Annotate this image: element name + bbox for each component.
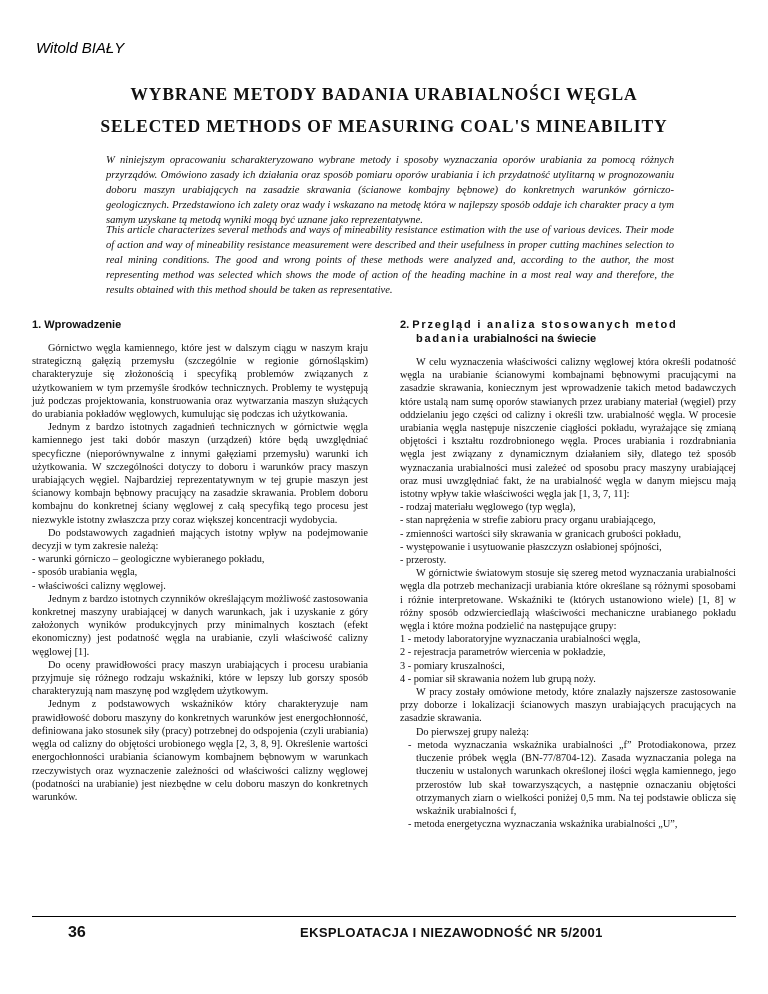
factor-list [32,553,368,593]
paragraph: Do podstawowych zagadnień mających istotny wpływ na podejmowanie decyzji w tym zakresie należą: [32,527,368,553]
title-polish: WYBRANE METODY BADANIA URABIALNOŚCI WĘGLA [130,84,638,104]
page-number: 36 [68,924,86,941]
first-group-list [400,739,736,831]
method-group-list [400,633,736,686]
list-item: - warunki górniczo – geologiczne wybieranego pokładu, [32,554,265,566]
abstract-english: This article characterizes several methods and ways of mineability resistance estimation with the use of various devices. Their mode of action and way of mineability resistance measurement were described and their usefulness in proper cutting machines selection to real mining conditions. The good and wrong points of these methods were analyzed and, according to the author, the most representing method was selected which shows the mode of action of the heading machine in a most real way and therefore, the results obtained with this method should be taken as representative. [106,225,674,296]
list-item: 1 - metody laboratoryjne wyznaczania urabialności węgla, [400,634,641,646]
list-item: - rodzaj materiału węglowego (typ węgla), [400,502,576,514]
list-item: - zmienności wartości siły skrawania w granicach grubości pokładu, [400,528,682,540]
list-item: 4 - pomiar sił skrawania nożem lub grupą noży. [400,673,596,685]
list-item: 3 - pomiary kruszalności, [400,660,505,672]
left-column [32,318,368,804]
list-item: - metoda wyznaczania wskaźnika urabialności „f” Protodiakonowa, przez tłuczenie próbek węgla (BN-77/8704-12). Zasada wyznaczania polega na tłuczeniu w ustalonych warunkach określonej ilości węgla kamiennego, jego przerostów lub skał towarzyszących, a następnie oznaczaniu objętości otrzymanych ziarn o wielkości poniżej 0,5 mm. Na tej podstawie oblicza się wskaźnik urabialności f, [408,739,736,817]
paragraph: W górnictwie światowym stosuje się szereg metod wyznaczania urabialności węgla dla potrzeb mechanizacji urabiania które określane są różnymi sposobami i różnie interpretowane. Wskaźniki te (których ustanowiono wiele) [1, 8] w różny sposób odzwierciedlają właściwości mechaniczne urabianego pokładu węgla i które można podzielić na następujące grupy: [400,568,736,633]
property-list [400,501,736,567]
heading-text-spaced: Przegląd i analiza stosowanych metod badania [412,319,678,345]
paragraph: W pracy zostały omówione metody, które znalazły najszersze zastosowanie przy doborze i lokalizacji ścianowych maszyn urabiających pracujących na zasadzie skrawania. [400,687,736,725]
journal-name: EKSPLOATACJA I NIEZAWODNOŚĆ NR 5/2001 [300,925,603,940]
abstract-polish: W niniejszym opracowaniu scharakteryzowano wybrane metody i sposoby wyznaczania oporów urabiania za pomocą różnych przyrządów. Omówiono zasady ich działania oraz sposób pomiaru oporów urabiania i ich przydatność utylitarną w prognozowaniu doboru maszyn urabiających na zasadzie skrawania (ścianowe kombajny bębnowe) do konkretnych warunków górniczo-geologicznych. Przedstawiono ich zalety oraz wady i wskazano na metodę która w najlepszy sposób oddaje ich charakter pracy a tym samym uzyskane tą metodą wyniki mogą być uznane jako reprezentatywne. [106,155,674,226]
right-column [400,318,736,831]
paragraph: Jednym z bardzo istotnych czynników określającym możliwość zastosowania konkretnej maszyny urabiającej w danych warunkach, jak i uzyskanie z góry założonych wyników produkcyjnych przy minimalnych kosztach (efekt ekonomiczny) jest podatność węgla na urabianie, czyli właściwość calizny węglowej [1]. [32,593,368,658]
title-english: SELECTED METHODS OF MEASURING COAL'S MINEABILITY [100,116,668,136]
section-heading-review [400,318,736,346]
heading-text: urabialności na świecie [470,333,597,345]
list-item: - przerosty. [400,555,447,567]
section-heading-introduction: 1. Wprowadzenie [32,319,122,331]
paragraph: Jednym z podstawowych wskaźników który charakteryzuje nam prawidłowość doboru maszyny do konkretnych warunków jest energochłonność, definiowana jako stosunek siły (pracy) potrzebnej do odspojenia (czyli urabiania) węgla od calizny do objętości urobionego węgla [2, 3, 8, 9]. Określenie wartości energochłonności urabiania ścianowym kombajnem bębnowym w warunkach rzeczywistych oraz wyznaczenie zależności od właściwości calizny węglowej (podatności na urabianie) jest niezbędne w celu doboru maszyn do konkretnych warunków. [32,699,368,803]
paragraph: Do pierwszej grupy należą: [416,726,529,738]
list-item: - stan naprężenia w strefie zabioru pracy organu urabiającego, [400,515,656,527]
list-item: - sposób urabiania węgla, [32,567,138,579]
paragraph: Górnictwo węgla kamiennego, które jest w dalszym ciągu w naszym kraju strategiczną gałęzią przemysłu (szczególnie w regionie górnośląskim) charakteryzuje się złożonością i specyfiką problemów związanych z użytkowaniem w tym przemyśle środków technicznych. Problemy te występują już podczas projektowania, konstruowania oraz wytwarzania maszyn służących do urabiania pokładów węglowych, kumulując się podczas ich użytkowania. [32,343,368,421]
paragraph: Jednym z bardzo istotnych zagadnień technicznych w górnictwie węgla kamiennego jest taki dobór maszyn (urządzeń) które będą uwzględniać specyficzne (nieporównywalne z innymi gałęziami przemysłu) warunki ich użytkowania. W szczególności dotyczy to doboru i warunków pracy maszyn urabiających węgiel. Najbardziej reprezentatywnym w tej grupie maszyn jest ścianowy kombajn bębnowy pracujący na zasadzie skrawania. Problem doboru kombajnu do konkretnej ściany węglowej z całą specyfiką tego procesu jest niezwykle istotny zwłaszcza przy coraz większej koncentracji wydobycia. [32,422,368,526]
list-item: - właściwości calizny węglowej. [32,580,166,592]
footer-divider [32,916,736,917]
paragraph: W celu wyznaczenia właściwości calizny węglowej która określi podatność węgla na urabianie ścianowymi kombajnami bębnowymi pracującymi na zasadzie skrawania, koniecznym jest wprowadzenie takich metod badawczych które ustalą nam sumę oporów stawianych przez urabiany materiał (węgiel) przy oddzielaniu jego części od calizny i określi tzw. urabialność węgla. W procesie urabiania węgla następuje niszczenie ciągłości pokładu, wyrażające się zmianą objętości i kształtu rozdrobnionego węgla. Proces urabiania i rozdrabniania węgla jest związany z dynamicznym działaniem siły, dlatego też sposób wyznaczania urabialności musi zależeć od sposobu pracy maszyny urabiającej oraz musi uwzględniać fakt, że na urabialność węgla w danym miejscu mają istotny wpływ takie właściwości węgla jak [1, 3, 7, 11]: [400,357,736,501]
list-item: 2 - rejestracja parametrów wiercenia w pokładzie, [400,647,606,659]
list-item: - występowanie i usytuowanie płaszczyzn osłabionej spójności, [400,541,662,553]
paragraph: Do oceny prawidłowości pracy maszyn urabiających i procesu urabiania przyjmuje się różnego rodzaju wskaźniki, które w lepszy lub gorszy sposób charakteryzują nam maszynę pod względem użytkowym. [32,659,368,698]
author-name: Witold BIAŁY [36,40,125,57]
heading-number: 2. [400,319,413,331]
list-item: - metoda energetyczna wyznaczania wskaźnika urabialności „U”, [408,819,678,831]
